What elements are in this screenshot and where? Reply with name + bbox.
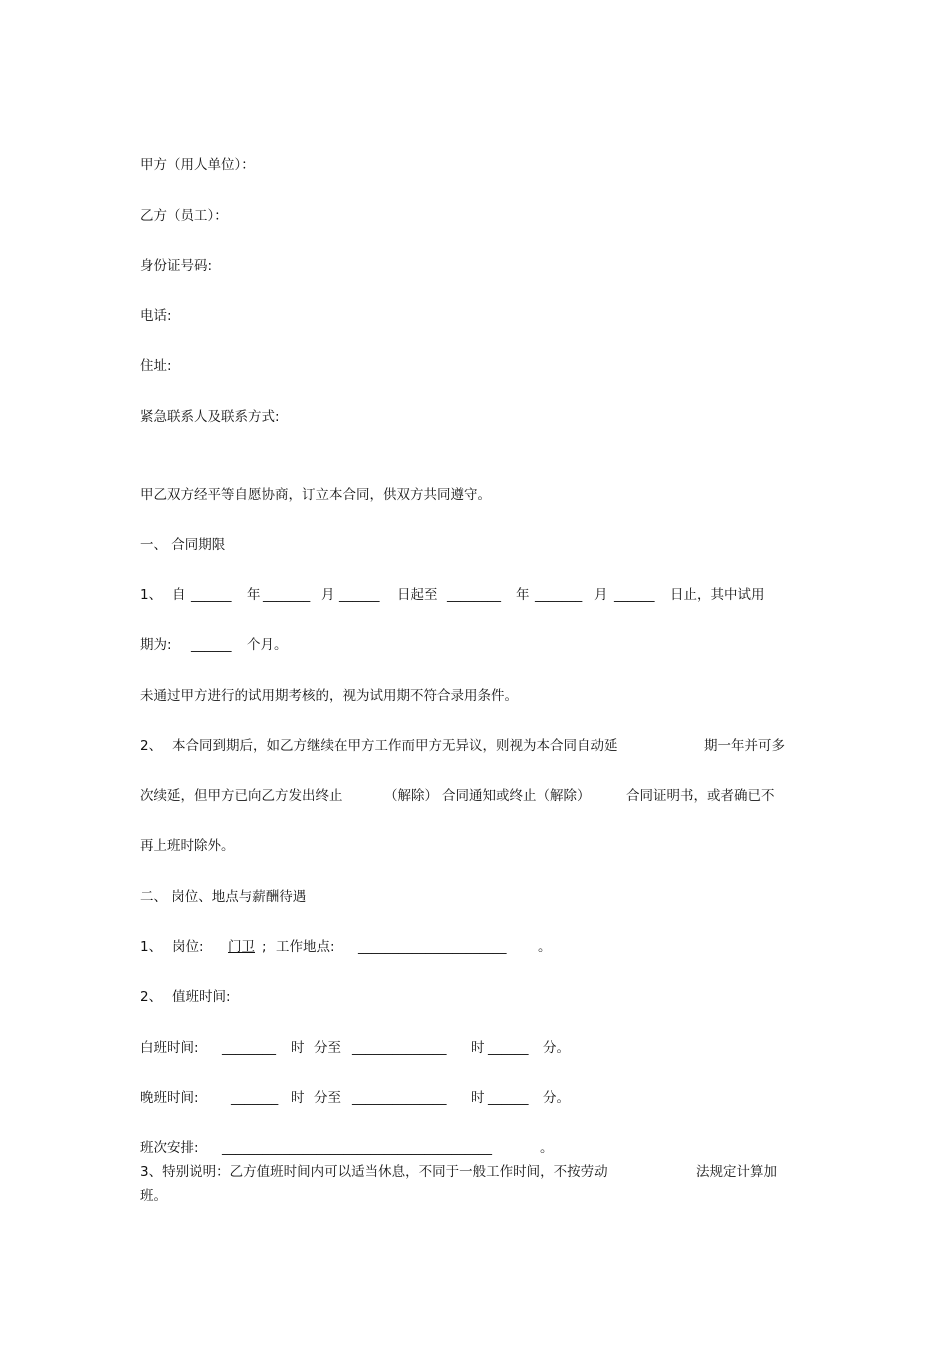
clause-text: 月 <box>321 587 335 603</box>
day-start-hour-blank: ________ <box>222 1040 276 1056</box>
end-month-blank: _______ <box>535 587 583 603</box>
end-year-blank: ________ <box>447 587 501 603</box>
clause-text: 次续延，但甲方已向乙方发出终止 <box>140 788 343 804</box>
workplace-label: 工作地点: <box>276 939 335 955</box>
night-end-minute-blank: ______ <box>488 1090 529 1106</box>
clause-text: 期一年并可多 <box>704 738 785 754</box>
start-day-blank: ______ <box>339 587 380 603</box>
clause-number: 2、 <box>140 738 163 754</box>
probation-note: 未通过甲方进行的试用期考核的，视为试用期不符合录用条件。 <box>140 688 518 704</box>
minute-unit: 分。 <box>543 1090 570 1106</box>
clause2-1 <box>140 938 740 956</box>
minute-to-unit: 分至 <box>314 1040 341 1056</box>
party-b-field: 乙方（员工）： <box>140 208 228 224</box>
night-shift-line <box>140 1089 740 1107</box>
clause1-2-line2 <box>140 787 820 805</box>
post-label: 岗位: <box>172 939 204 955</box>
party-a-field: 甲方（用人单位）： <box>140 157 255 173</box>
line-end: 。 <box>538 939 552 955</box>
clause-text: 年 <box>247 587 261 603</box>
schedule-blank: ________________________________________ <box>222 1140 492 1156</box>
clause-text: 合同通知或终止（解除） <box>442 788 591 804</box>
minute-unit: 分。 <box>543 1040 570 1056</box>
clause-text: 法规定计算加 <box>696 1164 777 1180</box>
clause2-3-line2: 班。 <box>140 1188 167 1204</box>
intro-paragraph: 甲乙双方经平等自愿协商，订立本合同，供双方共同遵守。 <box>140 487 491 503</box>
probation-months-blank: ______ <box>191 637 232 653</box>
clause-text: 本合同到期后，如乙方继续在甲方工作而甲方无异议，则视为本合同自动延 <box>172 738 618 754</box>
clause-text: 日止，其中试用 <box>670 587 765 603</box>
section1-title: 一、 合同期限 <box>140 537 226 553</box>
hour-unit: 时 <box>471 1040 485 1056</box>
hour-unit: 时 <box>291 1040 305 1056</box>
clause-number: 2、 <box>140 989 163 1005</box>
day-end-hour-blank: ______________ <box>352 1040 447 1056</box>
night-shift-label: 晚班时间: <box>140 1090 199 1106</box>
emergency-contact-field: 紧急联系人及联系方式: <box>140 409 280 425</box>
start-year-blank: ______ <box>191 587 232 603</box>
duty-time-label: 值班时间: <box>172 989 231 1005</box>
clause-number: 1、 <box>140 587 163 603</box>
end-day-blank: ______ <box>614 587 655 603</box>
night-start-hour-blank: _______ <box>231 1090 279 1106</box>
section2-title: 二、 岗位、地点与薪酬待遇 <box>140 889 307 905</box>
schedule-label: 班次安排: <box>140 1140 199 1156</box>
clause1-2-line3: 再上班时除外。 <box>140 838 235 854</box>
hour-unit: 时 <box>291 1090 305 1106</box>
clause-text: 合同证明书，或者确已不 <box>626 788 775 804</box>
day-end-minute-blank: ______ <box>488 1040 529 1056</box>
phone-field: 电话: <box>140 308 172 324</box>
clause1-2-line1 <box>140 737 820 755</box>
line-end: 。 <box>540 1140 554 1156</box>
minute-to-unit: 分至 <box>314 1090 341 1106</box>
probation-line <box>140 636 440 654</box>
clause2-3-line1 <box>140 1163 820 1181</box>
id-number-field: 身份证号码: <box>140 258 213 274</box>
probation-label: 期为: <box>140 637 172 653</box>
start-month-blank: _______ <box>263 587 311 603</box>
clause1-1 <box>140 586 820 604</box>
day-shift-label: 白班时间: <box>140 1040 199 1056</box>
workplace-blank: ______________________ <box>358 939 507 955</box>
clause-text: （解除） <box>384 788 438 804</box>
clause-text: 月 <box>594 587 608 603</box>
post-value: 门卫 <box>228 939 255 955</box>
night-end-hour-blank: ______________ <box>352 1090 447 1106</box>
clause-text: 自 <box>172 587 186 603</box>
clause-number: 1、 <box>140 939 163 955</box>
hour-unit: 时 <box>471 1090 485 1106</box>
separator: ; <box>262 939 267 955</box>
day-shift-line <box>140 1039 740 1057</box>
schedule-line <box>140 1139 740 1157</box>
clause-text: 年 <box>516 587 530 603</box>
clause-text: 日起至 <box>397 587 438 603</box>
probation-unit: 个月。 <box>247 637 288 653</box>
clause-text: 3、特别说明：乙方值班时间内可以适当休息，不同于一般工作时间，不按劳动 <box>140 1164 608 1180</box>
clause2-2 <box>140 988 440 1006</box>
address-field: 住址: <box>140 358 172 374</box>
